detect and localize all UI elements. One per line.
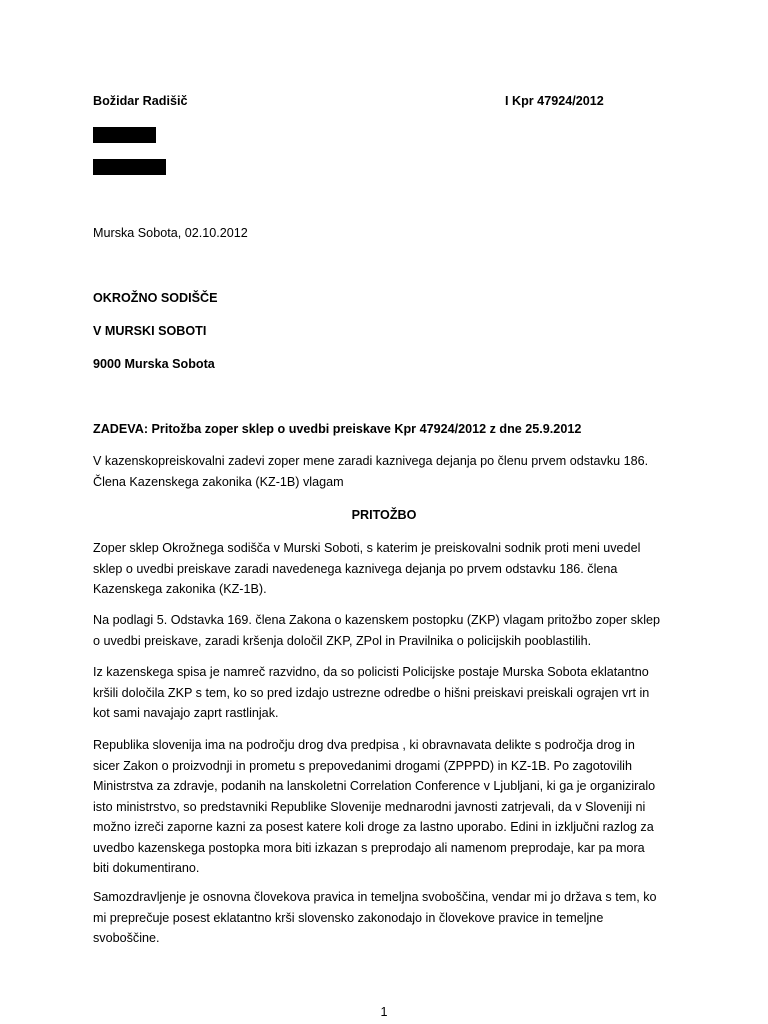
paragraph-3 xyxy=(93,662,673,724)
text-line: kršili določila ZKP s tem, ko so pred izdajo ustrezne odredbe o hišni preiskavi preiskali ograjen vrt in xyxy=(93,685,650,700)
intro-paragraph xyxy=(93,451,673,492)
text-line: sklep o uvedbi preiskave zaradi navedenega kaznivega dejanja po prvem odstavku 186. člena xyxy=(93,561,618,576)
text-line: biti dokumentirano. xyxy=(93,861,200,875)
addressee-court: OKROŽNO SODIŠČE xyxy=(93,291,218,305)
place-date: Murska Sobota, 02.10.2012 xyxy=(93,226,248,240)
document-heading: PRITOŽBO xyxy=(351,508,417,522)
text-line: Republika slovenija ima na področju drog dva predpisa , ki obravnavata delikte s področja drog in xyxy=(93,738,635,752)
addressee-city: V MURSKI SOBOTI xyxy=(93,324,207,338)
addressee-postal: 9000 Murska Sobota xyxy=(93,357,215,371)
redaction-bar xyxy=(93,127,156,143)
text-line: možno izreči zaporne kazni za posest katere koli droge za lastno uporabo. Edini in izključni razlog za xyxy=(93,820,654,834)
text-line: svoboščine. xyxy=(93,931,160,945)
text-line: Ministrstva za zdravje, podanih na lanskoletni Correlation Conference v Ljubljani, ki ga je organiziralo xyxy=(93,779,656,793)
paragraph-2 xyxy=(93,610,673,651)
text-line: mi preprečuje posest eklatantno krši slovensko zakonodajo in človekove pravice in temeljne xyxy=(93,910,604,925)
author-name: Božidar Radišič xyxy=(93,94,188,108)
text-line: Na podlagi 5. Odstavka 169. člena Zakona o kazenskem postopku (ZKP) vlagam pritožbo zoper sklep xyxy=(93,613,661,627)
text-line: kot sami navajajo zaprt rastlinjak. xyxy=(93,706,279,720)
paragraph-5 xyxy=(93,887,673,949)
text-line: o uvedbi preiskave, zaradi kršenja določil ZKP, ZPol in Pravilnika o policijskih pooblastilih. xyxy=(93,633,592,648)
text-line: Kazenskega zakonika (KZ-1B). xyxy=(93,582,267,596)
text-line: Samozdravljenje je osnovna človekova pravica in temeljna svoboščina, vendar mi jo država s tem, ko xyxy=(93,890,657,904)
text-line: V kazenskopreiskovalni zadevi zoper mene zaradi kaznivega dejanja po členu prvem odstavku 186. xyxy=(93,454,649,468)
text-line: Člena Kazenskega zakonika (KZ-1B) vlagam xyxy=(93,474,344,489)
case-reference: I Kpr 47924/2012 xyxy=(505,94,604,108)
paragraph-4 xyxy=(93,735,673,879)
subject-line: ZADEVA: Pritožba zoper sklep o uvedbi preiskave Kpr 47924/2012 z dne 25.9.2012 xyxy=(93,422,582,436)
paragraph-1 xyxy=(93,538,673,600)
page-number: 1 xyxy=(380,1005,388,1019)
redaction-bar xyxy=(93,159,166,175)
text-line: sicer Zakon o proizvodnji in prometu s prepovedanimi drogami (ZPPPD) in KZ-1B. Po zagotovilih xyxy=(93,758,632,773)
text-line: uvedbo kazenskega postopka mora biti izkazan s preprodajo ali namenom preprodaje, kar pa mora xyxy=(93,840,645,855)
text-line: isto ministrstvo, so predstavniki Republike Slovenije mednarodni javnosti zatrjevali, da v Sloveniji ni xyxy=(93,799,646,814)
text-line: Zoper sklep Okrožnega sodišča v Murski Soboti, s katerim je preiskovalni sodnik proti meni uvedel xyxy=(93,541,641,555)
text-line: Iz kazenskega spisa je namreč razvidno, da so policisti Policijske postaje Murska Sobota eklatantno xyxy=(93,665,649,679)
